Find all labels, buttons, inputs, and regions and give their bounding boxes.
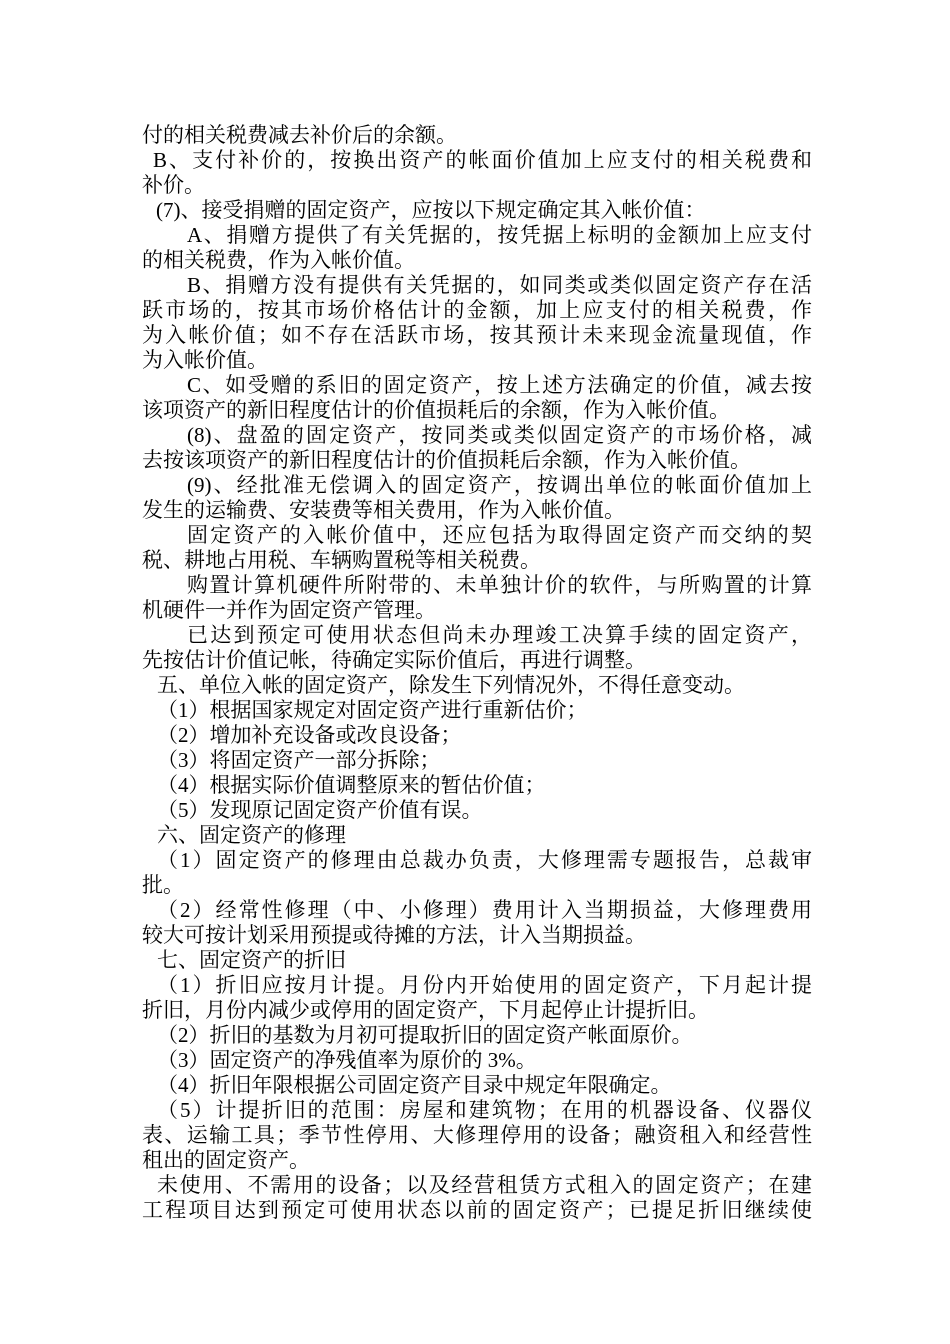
- text-line: 付的相关税费减去补价后的余额。: [142, 123, 457, 147]
- text-line: 工程项目达到预定可使用状态以前的固定资产；已提足折旧继续使: [142, 1198, 812, 1222]
- text-line: （1）折旧应按月计提。月份内开始使用的固定资产，下月起计提: [157, 973, 812, 997]
- text-line: 租出的固定资产。: [142, 1148, 310, 1172]
- text-line: 为入帐价值；如不存在活跃市场，按其预计未来现金流量现值，作: [142, 323, 812, 347]
- text-line: （2）折旧的基数为月初可提取折旧的固定资产帐面原价。: [157, 1023, 693, 1047]
- text-line: C、如受赠的系旧的固定资产，按上述方法确定的价值，减去按: [187, 373, 812, 397]
- text-line: (7)、接受捐赠的固定资产，应按以下规定确定其入帐价值：: [156, 198, 706, 222]
- text-line: 为入帐价值。: [142, 348, 268, 372]
- text-line: （1）根据国家规定对固定资产进行重新估价；: [157, 698, 588, 722]
- text-line: 未使用、不需用的设备；以及经营租赁方式租入的固定资产；在建: [157, 1173, 812, 1197]
- text-line: 该项资产的新旧程度估计的价值损耗后的余额，作为入帐价值。: [142, 398, 730, 422]
- text-line: （2）增加补充设备或改良设备；: [157, 723, 462, 747]
- text-line: （1）固定资产的修理由总裁办负责，大修理需专题报告，总裁审: [157, 848, 812, 872]
- text-line: 跃市场的，按其市场价格估计的金额，加上应支付的相关税费，作: [142, 298, 812, 322]
- text-line: 发生的运输费、安装费等相关费用，作为入帐价值。: [142, 498, 625, 522]
- text-line: 固定资产的入帐价值中，还应包括为取得固定资产而交纳的契: [187, 523, 812, 547]
- text-line: 较大可按计划采用预提或待摊的方法，计入当期损益。: [142, 923, 646, 947]
- text-line: (9)、经批准无偿调入的固定资产，按调出单位的帐面价值加上: [187, 473, 812, 497]
- text-line: 折旧，月份内减少或停用的固定资产，下月起停止计提折旧。: [142, 998, 709, 1022]
- text-line: （2）经常性修理（中、小修理）费用计入当期损益，大修理费用: [157, 898, 812, 922]
- text-line: B、支付补价的，按换出资产的帐面价值加上应支付的相关税费和: [153, 148, 812, 172]
- text-line: 机硬件一并作为固定资产管理。: [142, 598, 436, 622]
- text-line: 五、单位入帐的固定资产，除发生下列情况外，不得任意变动。: [157, 673, 745, 697]
- text-line: 先按估计价值记帐，待确定实际价值后，再进行调整。: [142, 648, 646, 672]
- text-line: 的相关税费，作为入帐价值。: [142, 248, 415, 272]
- text-line: 六、固定资产的修理: [157, 823, 346, 847]
- text-line: B、捐赠方没有提供有关凭据的，如同类或类似固定资产存在活: [187, 273, 812, 297]
- text-line: 已达到预定可使用状态但尚未办理竣工决算手续的固定资产，: [187, 623, 812, 647]
- text-line: (8)、盘盈的固定资产，按同类或类似固定资产的市场价格，减: [187, 423, 812, 447]
- text-line: 购置计算机硬件所附带的、未单独计价的软件，与所购置的计算: [187, 573, 812, 597]
- text-line: （5）计提折旧的范围：房屋和建筑物；在用的机器设备、仪器仪: [157, 1098, 812, 1122]
- text-line: 七、固定资产的折旧: [157, 948, 346, 972]
- text-line: 表、运输工具；季节性停用、大修理停用的设备；融资租入和经营性: [142, 1123, 812, 1147]
- text-line: 税、耕地占用税、车辆购置税等相关税费。: [142, 548, 541, 572]
- text-line: A、捐赠方提供了有关凭据的，按凭据上标明的金额加上应支付: [187, 223, 812, 247]
- text-line: （5）发现原记固定资产价值有误。: [157, 798, 483, 822]
- text-line: （3）固定资产的净残值率为原价的 3%。: [157, 1048, 537, 1072]
- document-text-block: [142, 123, 812, 1223]
- text-line: 去按该项资产的新旧程度估计的价值损耗后余额，作为入帐价值。: [142, 448, 751, 472]
- text-line: （4）根据实际价值调整原来的暂估价值；: [157, 773, 546, 797]
- text-line: 补价。: [142, 173, 205, 197]
- text-line: （3）将固定资产一部分拆除；: [157, 748, 441, 772]
- text-line: （4）折旧年限根据公司固定资产目录中规定年限确定。: [157, 1073, 672, 1097]
- text-line: 批。: [142, 873, 184, 897]
